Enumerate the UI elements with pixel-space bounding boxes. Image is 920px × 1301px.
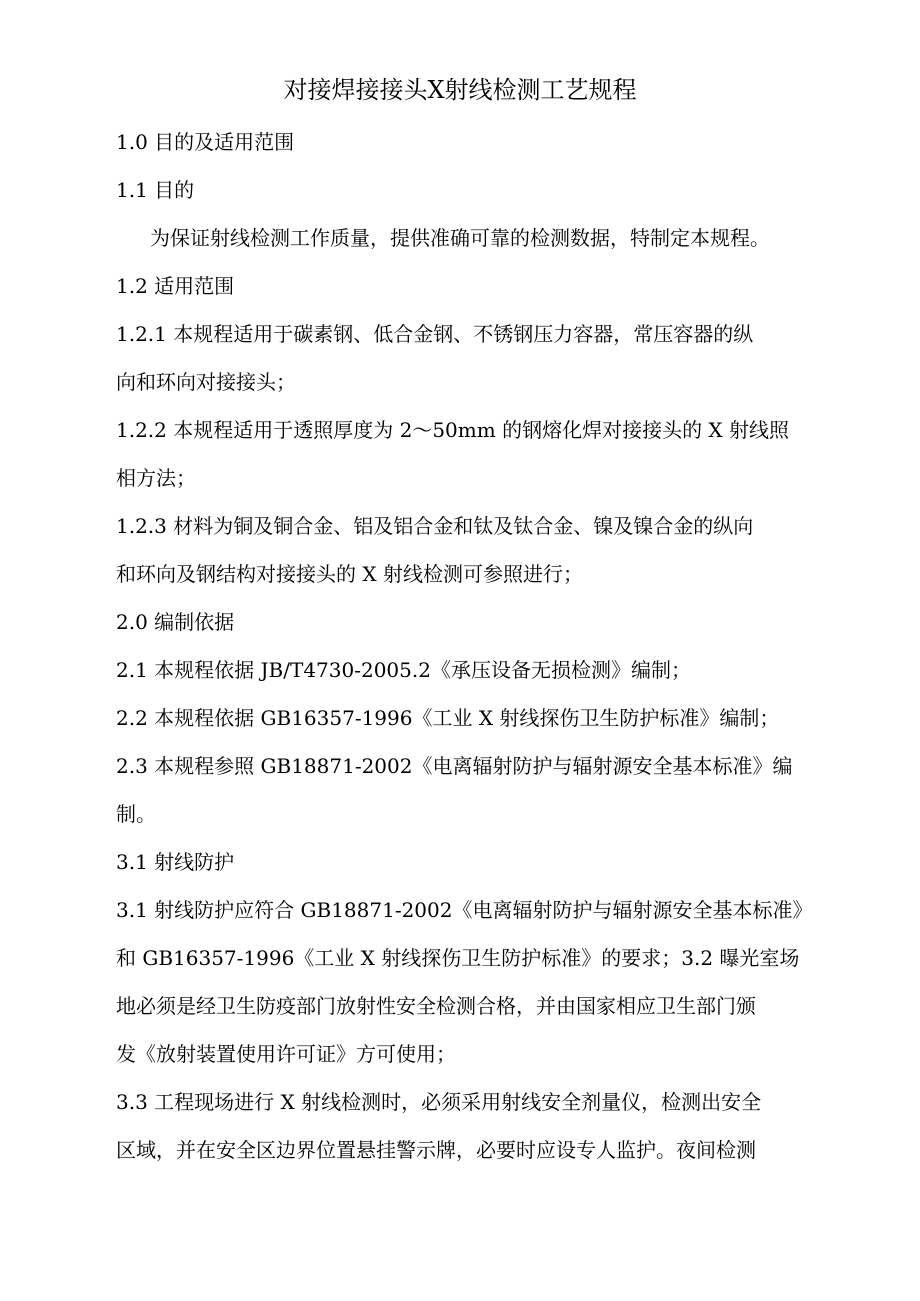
clause-3-3-line-2: 区域，并在安全区边界位置悬挂警示牌，必要时应设专人监护。夜间检测 bbox=[116, 1138, 756, 1162]
clause-2-2: 2.2 本规程依据 GB16357-1996《工业 X 射线探伤卫生防护标准》编制； bbox=[116, 706, 780, 730]
clause-2-3-line-2: 制。 bbox=[116, 802, 156, 826]
clause-1-2-3-line-2: 和环向及钢结构对接接头的 X 射线检测可参照进行； bbox=[116, 562, 583, 586]
clause-3-1-line-2: 和 GB16357-1996《工业 X 射线探伤卫生防护标准》的要求；3.2 曝光室场 bbox=[116, 946, 800, 970]
clause-3-2-line-2: 发《放射装置使用许可证》方可使用； bbox=[116, 1042, 456, 1066]
section-heading-1-0: 1.0 目的及适用范围 bbox=[116, 130, 295, 154]
clause-3-2-line-1: 地必须是经卫生防疫部门放射性安全检测合格，并由国家相应卫生部门颁 bbox=[116, 994, 756, 1018]
clause-1-2-3-line-1: 1.2.3 材料为铜及铜合金、铝及铝合金和钛及钛合金、镍及镍合金的纵向 bbox=[116, 514, 754, 538]
section-heading-2-0: 2.0 编制依据 bbox=[116, 610, 235, 634]
document-title: 对接焊接接头X射线检测工艺规程 bbox=[283, 76, 637, 104]
clause-1-2-2-line-2: 相方法； bbox=[116, 466, 196, 490]
clause-1-2-1-line-1: 1.2.1 本规程适用于碳素钢、低合金钢、不锈钢压力容器，常压容器的纵 bbox=[116, 322, 754, 346]
clause-2-3-line-1: 2.3 本规程参照 GB18871-2002《电离辐射防护与辐射源安全基本标准》编 bbox=[116, 754, 793, 778]
clause-3-1-line-1: 3.1 射线防护应符合 GB18871-2002《电离辐射防护与辐射源安全基本标准》 bbox=[116, 898, 813, 922]
clause-1-2-1-line-2: 向和环向对接接头； bbox=[116, 370, 296, 394]
section-heading-1-2: 1.2 适用范围 bbox=[116, 274, 235, 298]
paragraph-purpose: 为保证射线检测工作质量，提供准确可靠的检测数据，特制定本规程。 bbox=[150, 226, 770, 250]
section-heading-3-1: 3.1 射线防护 bbox=[116, 850, 235, 874]
clause-3-3-line-1: 3.3 工程现场进行 X 射线检测时，必须采用射线安全剂量仪，检测出安全 bbox=[116, 1090, 762, 1114]
clause-2-1: 2.1 本规程依据 JB/T4730-2005.2《承压设备无损检测》编制； bbox=[116, 658, 691, 682]
clause-1-2-2-line-1: 1.2.2 本规程适用于透照厚度为 2～50mm 的钢熔化焊对接接头的 X 射线照 bbox=[116, 418, 790, 442]
section-heading-1-1: 1.1 目的 bbox=[116, 178, 195, 202]
document-body bbox=[116, 118, 856, 1174]
